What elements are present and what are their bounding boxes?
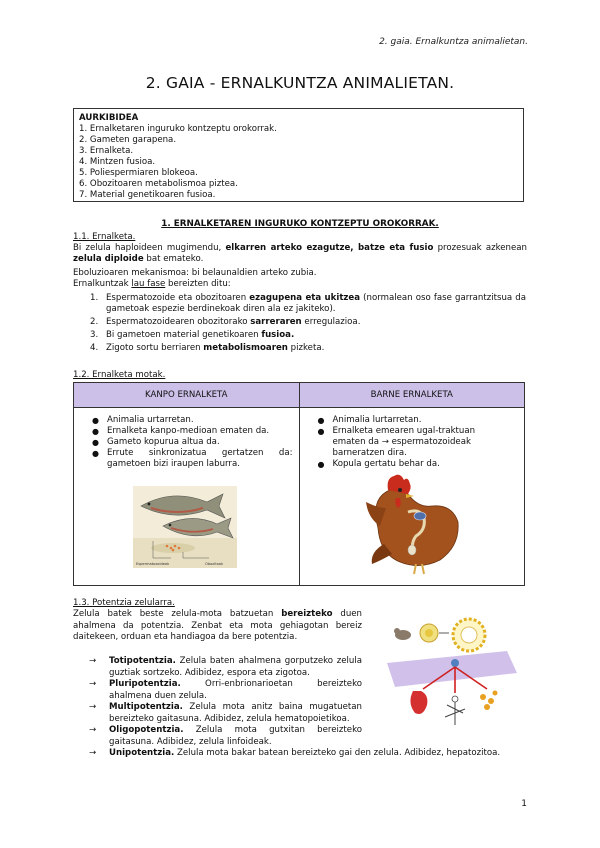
salmon-spawning-image xyxy=(133,486,237,568)
arrow-icon: → xyxy=(89,702,97,712)
image-label-sperm: Espermatozoideak xyxy=(136,562,170,566)
text-run-bold: zelula diploide xyxy=(73,254,144,264)
paragraph-potency-intro xyxy=(73,609,362,644)
bullet-text: Errute sinkronizatua gertatzen da: gametoen bizi iraupen laburra. xyxy=(107,448,293,469)
bullet-item xyxy=(75,448,293,470)
text-run: Bi zelula haploideen mugimendu, xyxy=(73,243,226,253)
table-header-external: KANPO ERNALKETA xyxy=(74,383,300,408)
bullet-item xyxy=(75,415,293,426)
term-bold: Oligopotentzia. xyxy=(109,725,184,735)
text-run-bold: fusioa. xyxy=(261,330,295,340)
bullet-text: Ernalketa emearen ugal-traktuan ematen da → espermatozoideak barneratzen dira. xyxy=(332,426,476,458)
bullet-icon: ● xyxy=(92,416,99,425)
term-bold: Unipotentzia. xyxy=(109,748,175,758)
toc-item: 7. Material genetikoaren fusioa. xyxy=(79,190,216,200)
arrow-icon: → xyxy=(89,748,97,758)
subsection-heading: 1.2. Ernalketa motak. xyxy=(73,370,166,380)
term-bold: Totipotentzia. xyxy=(109,656,176,666)
paragraph-evolution: Eboluzioaren mekanismoa: bi belaunaldien arteko zubia. xyxy=(73,268,317,278)
bullet-item xyxy=(75,437,293,448)
text-run: Bi gametoen material genetikoaren xyxy=(106,330,262,340)
text-run: (normalean oso fase garrantzitsua da gametoak espezie berdinekoak diren ala ez jakiteko). xyxy=(106,293,526,314)
text-run-bold: elkarren arteko ezagutze, batze eta fusio xyxy=(225,243,434,253)
list-item xyxy=(86,317,526,328)
page-number: 1 xyxy=(521,799,527,809)
term-bold: Pluripotentzia. xyxy=(109,679,181,689)
bullet-icon: ● xyxy=(317,460,325,469)
bullet-text: Gameto kopurua altua da. xyxy=(107,437,220,447)
toc-item: 4. Mintzen fusioa. xyxy=(79,157,156,167)
bullet-item xyxy=(301,415,519,426)
arrow-icon: → xyxy=(89,679,97,689)
paragraph-definition xyxy=(73,243,527,265)
text-run: Espermatozoidearen obozitorako xyxy=(106,317,251,327)
bullet-icon: ● xyxy=(92,427,99,436)
text-run: Espermatozoide eta obozitoaren xyxy=(106,293,250,303)
term-description: Zelula mota bakar batean bereizteko gai den zelula. Adibidez, hepatozitoa. xyxy=(174,748,501,758)
section-title: 1. ERNALKETAREN INGURUKO KONTZEPTU OROKORRAK. xyxy=(161,219,439,229)
bullet-text: Animalia lurtarretan. xyxy=(332,415,422,425)
text-run-underlined: lau fase xyxy=(131,279,166,289)
text-run-bold: ezagupena eta ukitzea xyxy=(249,293,361,303)
term-description: Zelula mota gutxitan bereizteko gaitasuna. Adibidez, zelula linfoideak. xyxy=(109,725,362,747)
phases-list xyxy=(86,293,526,354)
blastocyst-icon xyxy=(420,624,438,642)
term-bold: Multipotentzia. xyxy=(109,702,183,712)
toc-item: 1. Ernalketaren inguruko kontzeptu orokorrak. xyxy=(79,124,277,134)
text-run: pizketa. xyxy=(287,343,325,353)
cell-potency-diagram xyxy=(383,613,519,741)
list-item xyxy=(87,656,362,679)
term-description: Orri-enbrionarioetan bereizteko ahalmena duen zelula. xyxy=(109,679,362,701)
running-header: 2. gaia. Ernalkuntza animalietan. xyxy=(379,37,528,47)
text-run: bat emateko. xyxy=(143,254,204,264)
text-run: prozesuak azkenean xyxy=(433,243,527,253)
list-item xyxy=(87,702,362,725)
image-label-oocytes: Obozitoak xyxy=(205,562,224,566)
toc-item: 6. Obozitoaren metabolismoa piztea. xyxy=(79,179,238,189)
list-number: 1. xyxy=(90,293,99,303)
text-run: bereizten ditu: xyxy=(165,279,231,289)
text-run: duen ahalmena da potentzia. Zenbat eta mota gehiagotan bereiz daitekeen, orduan eta handiagoa da bere potentzia. xyxy=(73,609,362,642)
text-run: erregulazioa. xyxy=(301,317,361,327)
list-number: 3. xyxy=(90,330,99,340)
list-item xyxy=(86,343,526,354)
toc-heading: AURKIBIDEA xyxy=(79,113,139,123)
table-of-contents xyxy=(73,108,524,202)
bullet-text: Ernalketa kanpo-medioan ematen da. xyxy=(107,426,270,436)
toc-item: 5. Poliespermiaren blokeoa. xyxy=(79,168,198,178)
text-run: Zelula batek beste zelula-mota batzuetan xyxy=(73,609,282,619)
arrow-icon: → xyxy=(89,725,97,735)
list-item xyxy=(87,679,362,702)
table-header-internal: BARNE ERNALKETA xyxy=(299,383,525,408)
term-description: Zelula baten ahalmena gorputzeko zelula guztiak sortzeko. Adibidez, espora eta zigotoa. xyxy=(109,656,362,678)
inner-cell-mass-icon xyxy=(453,619,485,651)
page-title: 2. GAIA - ERNALKUNTZA ANIMALIETAN. xyxy=(145,74,455,92)
bullet-item xyxy=(301,426,519,459)
text-run: Zigoto sortu berriaren xyxy=(106,343,204,353)
toc-item: 3. Ernalketa. xyxy=(79,146,134,156)
bullet-text: Animalia urtarretan. xyxy=(107,415,194,425)
list-number: 4. xyxy=(90,343,99,353)
bullet-icon: ● xyxy=(92,449,99,458)
paragraph-phases-intro xyxy=(73,279,231,290)
list-item xyxy=(86,330,526,341)
subsection-heading: 1.3. Potentzia zelularra. xyxy=(73,598,175,608)
text-run: Ernalkuntzak xyxy=(73,279,132,289)
list-item xyxy=(86,293,526,315)
term-description: Zelula mota anitz baina mugatuetan bereizteko gaitasuna. Adibidez, zelula hematopoietikoa. xyxy=(109,702,362,724)
bullet-icon: ● xyxy=(317,416,325,425)
hen-reproductive-tract-image xyxy=(360,468,464,576)
list-item xyxy=(87,725,362,748)
bullet-icon: ● xyxy=(317,427,325,436)
bullet-icon: ● xyxy=(92,438,99,447)
arrow-icon: → xyxy=(89,656,97,666)
list-number: 2. xyxy=(90,317,99,327)
bullet-item xyxy=(75,426,293,437)
toc-item: 2. Gameten garapena. xyxy=(79,135,177,145)
text-run-bold: bereizteko xyxy=(281,609,333,619)
stem-cell-icon xyxy=(451,659,459,667)
subsection-heading: 1.1. Ernalketa. xyxy=(73,232,136,242)
text-run-bold: metabolismoaren xyxy=(203,343,288,353)
list-item xyxy=(87,748,549,760)
text-run-bold: sarreraren xyxy=(250,317,302,327)
bullet-text: Kopula gertatu behar da. xyxy=(332,459,440,469)
